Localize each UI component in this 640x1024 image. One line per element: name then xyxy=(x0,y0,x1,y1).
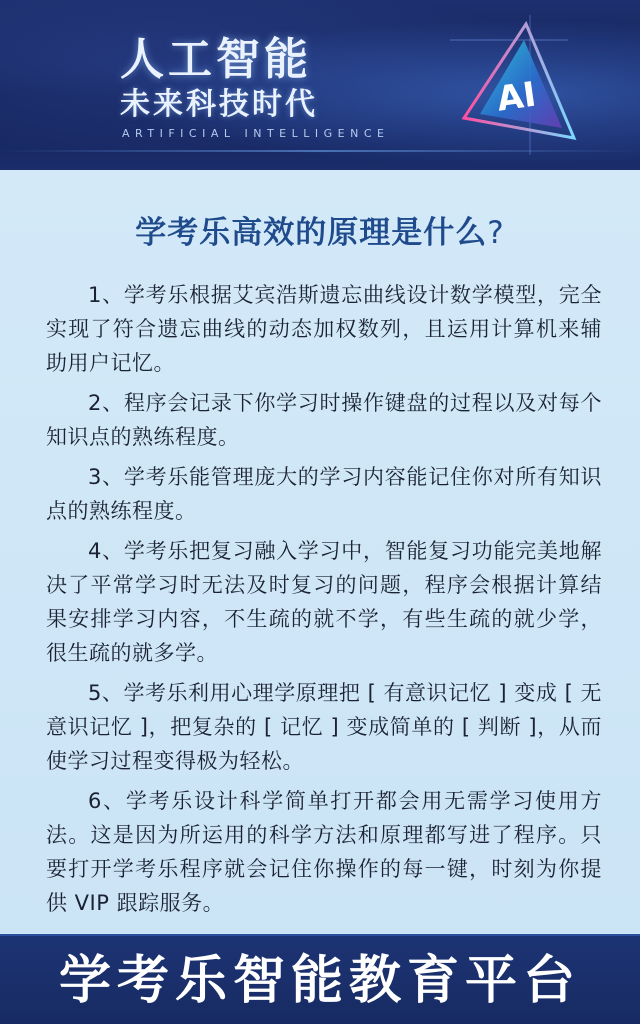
banner-subtitle-en: ARTIFICIAL INTELLIGENCE xyxy=(122,127,390,140)
page-heading xyxy=(0,215,640,251)
list-item: 1、学考乐根据艾宾浩斯遗忘曲线设计数学模型，完全实现了符合遗忘曲线的动态加权数列，且运用计算机来辅助用户记忆。 xyxy=(46,283,602,375)
footer-title: 学考乐智能教育平台 xyxy=(58,951,581,1011)
content-panel xyxy=(0,170,640,934)
banner-title: 人工智能 xyxy=(120,34,312,85)
list-item: 5、学考乐利用心理学原理把 [ 有意识记忆 ] 变成 [ 无意识记忆 ]，把复杂的 [ 记忆 ] 变成简单的 [ 判断 ]，从而使学习过程变得极为轻松。 xyxy=(46,681,602,773)
header-banner xyxy=(0,0,640,170)
heading-text: 学考乐高效的原理是什么 xyxy=(135,215,488,251)
ai-badge-label: AI xyxy=(494,74,539,120)
list-item: 4、学考乐把复习融入学习中，智能复习功能完美地解决了平常学习时无法及时复习的问题，程序会根据计算结果安排学习内容，不生疏的就不学，有些生疏的就少学，很生疏的就多学。 xyxy=(46,539,602,665)
principle-list xyxy=(46,278,602,926)
list-item: 2、程序会记录下你学习时操作键盘的过程以及对每个知识点的熟练程度。 xyxy=(46,391,602,449)
footer-bar xyxy=(0,934,640,1024)
banner-subtitle: 未来科技时代 xyxy=(120,87,318,122)
heading-question-mark: ? xyxy=(487,215,505,251)
list-item: 6、学考乐设计科学简单打开都会用无需学习使用方法。这是因为所运用的科学方法和原理都写进了程序。只要打开学考乐程序就会记住你操作的每一键，时刻为你提供 VIP 跟踪服务。 xyxy=(46,789,602,915)
ai-triangle-icon xyxy=(430,10,580,160)
list-item: 3、学考乐能管理庞大的学习内容能记住你对所有知识点的熟练程度。 xyxy=(46,465,602,523)
